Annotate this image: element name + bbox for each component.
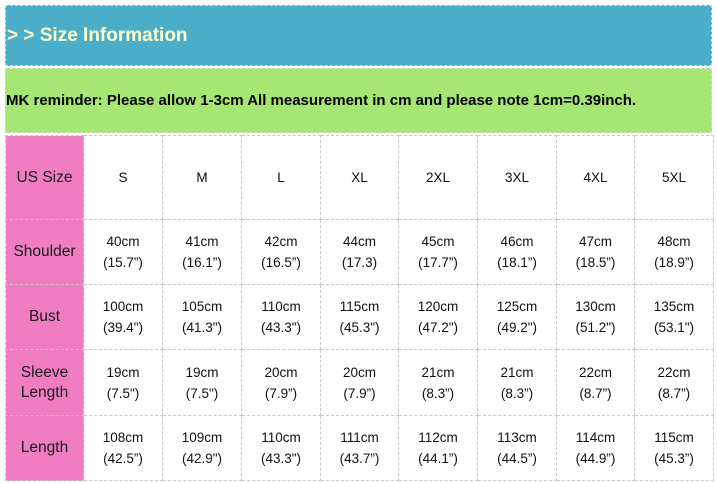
cm-value: 130cm xyxy=(575,299,616,314)
measurement-label-line: Bust xyxy=(28,308,60,325)
cm-value: 22cm xyxy=(657,364,691,380)
inch-value: (45.3") xyxy=(339,320,380,335)
size-header-cell: XL xyxy=(321,136,399,220)
cm-value: 45cm xyxy=(421,234,455,249)
cm-value: 125cm xyxy=(496,299,538,314)
measurement-cell xyxy=(163,350,242,416)
measurement-cell xyxy=(321,416,399,481)
cm-value: 47cm xyxy=(578,234,612,249)
inch-value: (16.1”) xyxy=(182,255,222,270)
measurement-cell xyxy=(84,285,163,350)
inch-value: (7.5") xyxy=(106,385,140,401)
inch-value: (7.9”) xyxy=(343,385,376,401)
measurement-cell xyxy=(478,416,557,481)
size-header-cell: 2XL xyxy=(399,136,478,220)
cm-value: 21cm xyxy=(500,364,534,380)
inch-value: (7.5") xyxy=(185,385,219,401)
measurement-cell xyxy=(557,416,635,481)
reminder-banner xyxy=(5,68,712,133)
size-table xyxy=(5,135,714,481)
inch-value: (44.5”) xyxy=(497,451,537,466)
inch-value: (17.3) xyxy=(341,255,378,270)
measurement-label xyxy=(6,220,84,285)
measurement-cell xyxy=(84,220,163,285)
size-header-cell: S xyxy=(84,136,163,220)
cm-value: 21cm xyxy=(421,364,455,380)
inch-value: (43.3") xyxy=(260,451,302,466)
inch-value: (43.7”) xyxy=(339,451,380,466)
measurement-cell xyxy=(399,350,478,416)
measurement-label-line: Shoulder xyxy=(13,243,76,260)
inch-value: (8.7”) xyxy=(657,385,691,401)
measurement-cell xyxy=(242,416,321,481)
cm-value: 44cm xyxy=(342,234,376,249)
measurement-cell xyxy=(399,220,478,285)
measurement-label-line: Length xyxy=(20,439,69,456)
inch-value: (18.5”) xyxy=(575,255,616,270)
cm-value: 41cm xyxy=(185,234,219,249)
inch-value: (42.9") xyxy=(181,451,223,466)
measurement-cell xyxy=(242,285,321,350)
cm-value: 113cm xyxy=(497,430,537,445)
measurement-cell xyxy=(635,220,714,285)
cm-value: 110cm xyxy=(261,430,301,445)
measurement-cell xyxy=(399,285,478,350)
inch-value: (8.3”) xyxy=(421,385,455,401)
inch-value: (8.3”) xyxy=(500,385,534,401)
cm-value: 114cm xyxy=(575,430,616,445)
measurement-cell xyxy=(242,220,321,285)
measurement-label-line: Sleeve xyxy=(20,363,69,381)
cm-value: 100cm xyxy=(102,299,144,314)
inch-value: (42.5”) xyxy=(103,451,143,466)
measurement-row xyxy=(6,285,714,350)
cm-value: 20cm xyxy=(264,364,298,380)
measurement-cell xyxy=(84,416,163,481)
cm-value: 115cm xyxy=(339,299,380,314)
inch-value: (49.2") xyxy=(496,320,538,335)
measurement-cell xyxy=(635,350,714,416)
cm-value: 108cm xyxy=(102,430,144,445)
measurement-cell xyxy=(557,220,635,285)
measurement-cell xyxy=(478,350,557,416)
cm-value: 112cm xyxy=(418,430,458,445)
inch-value: (44.9”) xyxy=(575,451,616,466)
size-header-cell: 5XL xyxy=(635,136,714,220)
cm-value: 19cm xyxy=(185,364,219,380)
inch-value: (8.7”) xyxy=(579,385,612,401)
measurement-cell xyxy=(557,285,635,350)
measurement-cell xyxy=(557,350,635,416)
inch-value: (43.3") xyxy=(260,320,302,335)
cm-value: 110cm xyxy=(261,299,301,314)
inch-value: (44.1”) xyxy=(418,451,458,466)
inch-value: (39.4") xyxy=(102,320,144,335)
measurement-cell xyxy=(321,220,399,285)
measurement-label-line: Length xyxy=(20,383,69,401)
section-title: > > Size Information xyxy=(7,24,188,46)
cm-value: 115cm xyxy=(654,430,694,445)
cm-value: 105cm xyxy=(181,299,223,314)
measurement-cell xyxy=(163,416,242,481)
cm-value: 46cm xyxy=(500,234,534,249)
cm-value: 48cm xyxy=(657,234,691,249)
inch-value: (16.5”) xyxy=(261,255,301,270)
cm-value: 120cm xyxy=(417,299,459,314)
inch-value: (41.3") xyxy=(181,320,223,335)
measurement-cell xyxy=(242,350,321,416)
measurement-row xyxy=(6,220,714,285)
cm-value: 135cm xyxy=(653,299,695,314)
size-chart xyxy=(5,5,713,480)
measurement-cell xyxy=(163,220,242,285)
measurement-cell xyxy=(321,285,399,350)
measurement-cell xyxy=(84,350,163,416)
inch-value: (18.1”) xyxy=(497,255,537,270)
measurement-cell xyxy=(635,285,714,350)
size-header-cell: M xyxy=(163,136,242,220)
cm-value: 40cm xyxy=(106,234,140,249)
inch-value: (47.2") xyxy=(417,320,459,335)
cm-value: 111cm xyxy=(340,430,379,445)
size-header-cell: 4XL xyxy=(557,136,635,220)
cm-value: 19cm xyxy=(106,364,140,380)
measurement-row xyxy=(6,350,714,416)
size-header-cell: 3XL xyxy=(478,136,557,220)
reminder-text: MK reminder: Please allow 1-3cm All measurement in cm and please note 1cm=0.39inch. xyxy=(6,92,637,109)
measurement-label xyxy=(6,350,84,416)
inch-value: (18.9”) xyxy=(654,255,694,270)
measurement-cell xyxy=(635,416,714,481)
inch-value: (15.7”) xyxy=(103,255,143,270)
size-header-row xyxy=(6,136,714,220)
us-size-label: US Size xyxy=(6,136,84,220)
measurement-cell xyxy=(478,285,557,350)
measurement-cell xyxy=(321,350,399,416)
measurement-label xyxy=(6,416,84,481)
measurement-label xyxy=(6,285,84,350)
inch-value: (7.9”) xyxy=(264,385,298,401)
inch-value: (51.2") xyxy=(575,320,616,335)
measurement-cell xyxy=(163,285,242,350)
inch-value: (53.1") xyxy=(653,320,695,335)
measurement-cell xyxy=(399,416,478,481)
cm-value: 20cm xyxy=(342,364,376,380)
cm-value: 42cm xyxy=(264,234,298,249)
size-header-cell: L xyxy=(242,136,321,220)
cm-value: 109cm xyxy=(181,430,223,445)
cm-value: 22cm xyxy=(578,364,612,380)
measurement-cell xyxy=(478,220,557,285)
section-header xyxy=(5,5,712,66)
measurement-row xyxy=(6,416,714,481)
inch-value: (17.7”) xyxy=(418,255,458,270)
inch-value: (45.3”) xyxy=(654,451,694,466)
